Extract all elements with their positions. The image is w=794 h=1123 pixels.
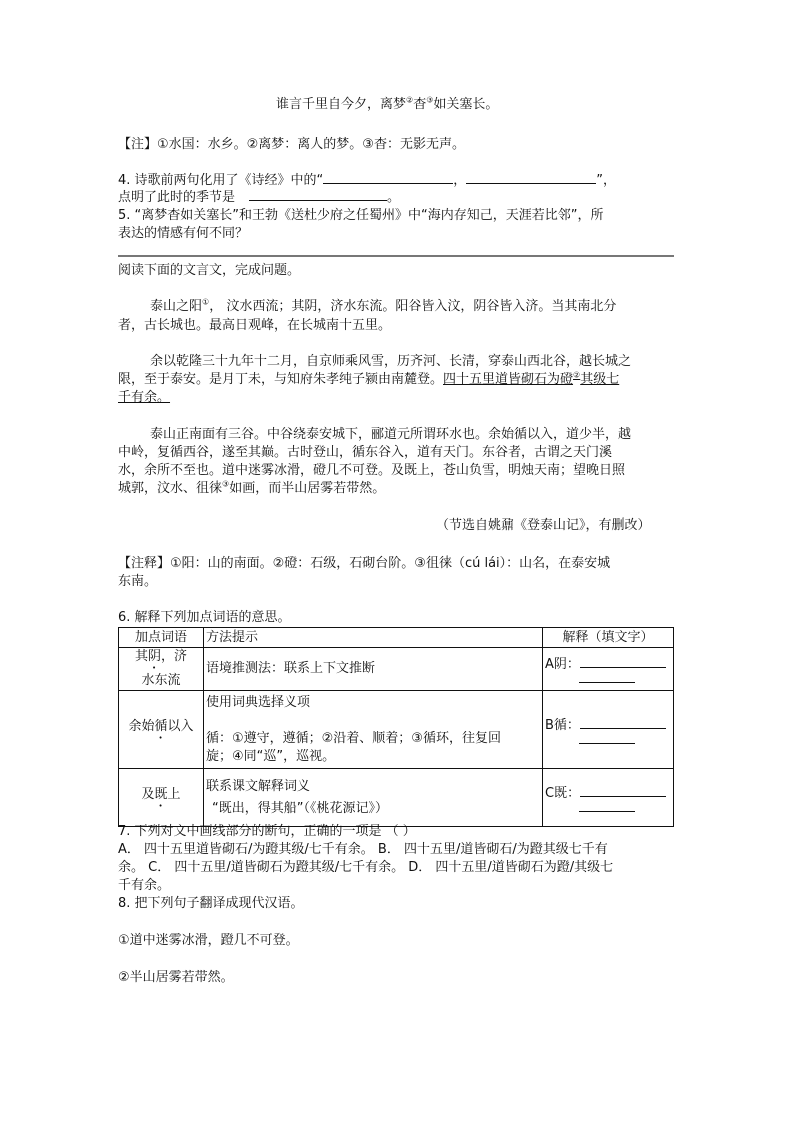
- question-7-line3: 余。 C． 四十五里/道皆砌石为蹬其级/七千有余。 D． 四十五里/道皆砌石为蹬/其级七: [118, 860, 614, 875]
- underlined-passage: 千有余。: [118, 390, 171, 405]
- answer-blank[interactable]: [580, 655, 666, 668]
- answer-label: C既：: [545, 785, 581, 801]
- vocab-word-text: 水东流: [141, 673, 181, 688]
- section-intro: 阅读下面的文言文，完成问题。: [118, 263, 301, 278]
- table-row: [119, 648, 674, 691]
- question-7-line1: 7. 下列对文中画线部分的断句，正确的一项是 （ ）: [118, 824, 416, 839]
- para3-line1: 泰山正南面有三谷。中谷绕泰安城下，郦道元所谓环水也。余始循以入，道少半，越: [150, 427, 632, 442]
- question-8-title: 8. 把下列句子翻译成现代汉语。: [118, 896, 304, 911]
- question-5-line2: 表达的情感有何不同？: [118, 226, 249, 241]
- para2-line1: 余以乾隆三十九年十二月，自京师乘风雪，历齐河、长清，穿泰山西北谷，越长城之: [150, 354, 632, 369]
- answer-label: A阴：: [545, 657, 580, 672]
- table-header: 解释（填文字）: [543, 628, 674, 648]
- table-header-row: [119, 628, 674, 648]
- table-header: 加点词语: [119, 628, 204, 648]
- poem-text-c: 如关塞长。: [433, 97, 499, 112]
- footnote-mark: ③: [222, 479, 230, 489]
- question-4-text: ，: [453, 173, 467, 188]
- para1-line1: [150, 298, 616, 316]
- question-4-text: 点明了此时的季节是: [118, 190, 236, 205]
- para-text: 限，至于泰安。是月丁未，与知府朱孝纯子颍由南麓登。: [118, 372, 444, 387]
- hint-line: 联系课文解释词义: [206, 778, 311, 794]
- vocab-word-text: ，济: [161, 649, 188, 664]
- question-7-line4: 千有余。: [118, 878, 171, 893]
- answer-label: B循：: [545, 717, 580, 733]
- answer-blank[interactable]: [466, 171, 596, 184]
- answer-cell[interactable]: [543, 769, 674, 827]
- para2-line2: [118, 371, 619, 389]
- hint-line: 语境推测法：联系上下文推断: [206, 661, 376, 676]
- vocab-table: [118, 627, 674, 827]
- hint-line: “既出，得其船”（《桃花源记》）: [212, 800, 388, 816]
- answer-blank[interactable]: [579, 674, 635, 683]
- underlined-passage: 其级七: [580, 372, 620, 387]
- vocab-word-cell: [119, 691, 204, 769]
- source-citation: （节选自姚鼐《登泰山记》，有删改）: [436, 518, 651, 533]
- footnote-mark: ③: [426, 95, 434, 105]
- poem-line: [276, 96, 498, 114]
- hint-spacer: [206, 712, 540, 730]
- section-divider: [118, 255, 674, 257]
- para1-line2: 者，古长城也。最高日观峰，在长城南十五里。: [118, 318, 392, 333]
- notes-line2: 东南。: [118, 574, 158, 589]
- dotted-word: 循: [154, 718, 168, 734]
- footnote-mark: ①: [202, 297, 210, 307]
- vocab-word-cell: [119, 648, 204, 691]
- vocab-word-cell: [119, 769, 204, 827]
- para-text: 泰山之阳: [150, 299, 203, 314]
- question-6-title: 6. 解释下列加点词语的意思。: [118, 610, 291, 625]
- answer-blank[interactable]: [579, 735, 635, 744]
- answer-blank[interactable]: [323, 171, 453, 184]
- method-hint-cell: [204, 769, 543, 827]
- method-hint-cell: [204, 648, 543, 691]
- poem-note: 【注】①水国：水乡。②离梦：离人的梦。③杳：无影无声。: [118, 137, 465, 152]
- poem-text-a: 谁言千里自今夕，离梦: [276, 97, 407, 112]
- hint-line: 循：①遵守，遵循；②沿着、顺着；③循环，往复回: [206, 730, 501, 746]
- dotted-word: 既: [154, 786, 168, 802]
- question-5-line1: 5. “离梦杳如关塞长”和王勃《送杜少府之任蜀州》中“海内存知己，天涯若比邻”，所: [118, 208, 604, 223]
- para3-line2: 中岭，复循西谷，遂至其巅。古时登山，循东谷入，道有天门。东谷者，古谓之天门溪: [118, 445, 613, 460]
- question-4-text: ”，: [596, 173, 617, 188]
- method-hint-cell: [204, 691, 543, 769]
- para3-line4: [118, 480, 385, 498]
- para2-line3: [118, 389, 170, 407]
- poem-text-b: 杳: [413, 97, 427, 112]
- vocab-word-text: 余始: [128, 718, 155, 734]
- question-4-text: 4. 诗歌前两句化用了《诗经》中的“: [118, 173, 324, 188]
- dotted-word: 阴: [147, 649, 161, 664]
- para-text: 城郭，汶水、徂徕: [118, 481, 223, 496]
- hint-line: 使用词典选择义项: [206, 694, 311, 710]
- para-text: ， 汶水西流；其阴，济水东流。阳谷皆入汶，阴谷皆入济。当其南北分: [209, 299, 617, 314]
- hint-line: 旋；④同“巡”，巡视。: [206, 748, 336, 764]
- answer-blank[interactable]: [579, 803, 635, 812]
- question-4-text: 。: [387, 190, 401, 205]
- table-row: [119, 769, 674, 827]
- answer-blank[interactable]: [249, 188, 387, 201]
- para-text: 如画，而半山居雾若带然。: [229, 481, 386, 496]
- question-8-sentence2: ②半山居雾若带然。: [118, 970, 234, 985]
- vocab-word-text: 其: [134, 649, 148, 664]
- question-4-line2: [118, 188, 400, 207]
- underlined-passage: 四十五里道皆砌石为磴: [443, 372, 574, 387]
- question-8-sentence1: ①道中迷雾冰滑，蹬几不可登。: [118, 933, 299, 948]
- answer-blank[interactable]: [580, 716, 666, 729]
- answer-cell[interactable]: [543, 691, 674, 769]
- vocab-word-text: 以入: [167, 718, 194, 734]
- vocab-word-text: 及: [141, 786, 155, 802]
- question-7-line2: A． 四十五里道皆砌石/为蹬其级/七千有余。 B． 四十五里/道皆砌石/为蹬其级七千有: [118, 842, 608, 857]
- answer-blank[interactable]: [580, 784, 666, 797]
- footnote-mark: ②: [573, 370, 581, 380]
- vocab-word-text: 上: [167, 786, 181, 802]
- answer-cell[interactable]: [543, 648, 674, 691]
- table-row: [119, 691, 674, 769]
- para3-line3: 水，余所不至也。道中迷雾冰滑，磴几不可登。及既上，苍山负雪，明烛天南；望晚日照: [118, 463, 626, 478]
- footnote-mark: ②: [406, 95, 414, 105]
- notes-line1: 【注释】①阳：山的南面。②磴：石级，石砌台阶。③徂徕（cú lái）：山名，在泰安城: [118, 556, 611, 571]
- table-header: 方法提示: [204, 628, 543, 648]
